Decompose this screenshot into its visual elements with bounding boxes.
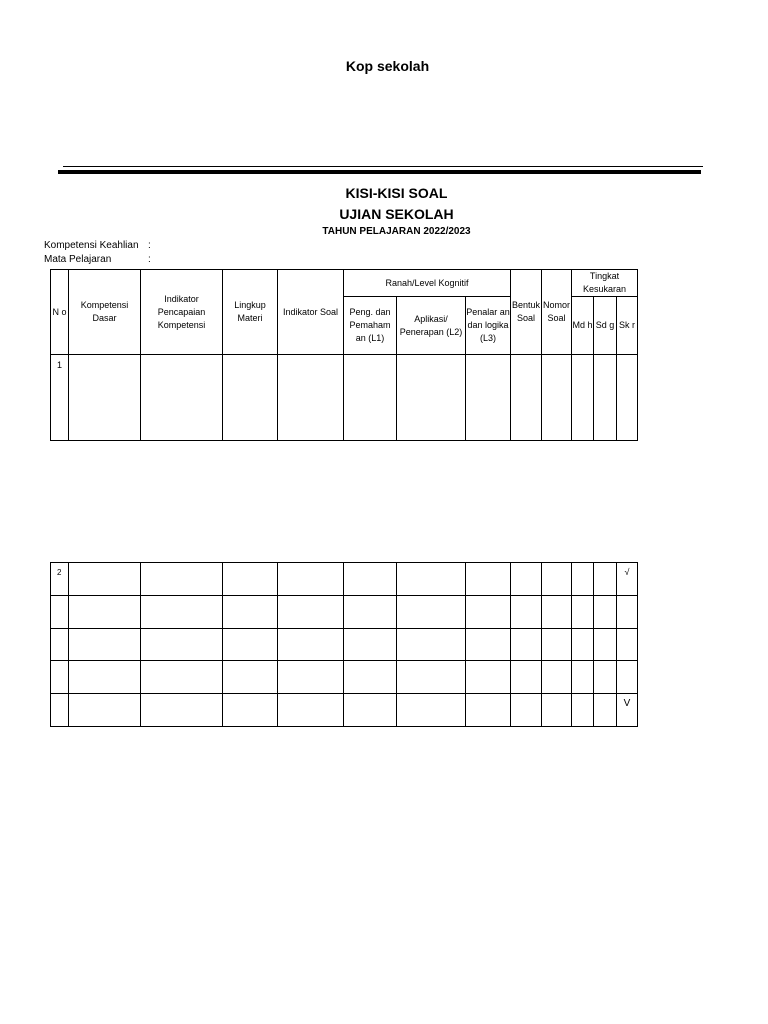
table-cell — [344, 694, 397, 727]
row-number: 2 — [51, 563, 69, 596]
kisi-kisi-table — [50, 269, 638, 441]
table-cell — [344, 355, 397, 441]
table-cell — [223, 694, 278, 727]
table-cell — [223, 661, 278, 694]
header-l2: Aplikasi/ Penerapan (L2) — [397, 297, 466, 355]
table-cell — [69, 661, 141, 694]
table-cell — [69, 629, 141, 661]
table-cell — [572, 661, 594, 694]
table-cell — [511, 596, 542, 629]
table-cell — [466, 596, 511, 629]
table-cell — [617, 596, 638, 629]
table-cell — [223, 563, 278, 596]
table-cell — [542, 661, 572, 694]
table-cell — [397, 694, 466, 727]
table-cell — [223, 596, 278, 629]
meta-mata-pelajaran — [44, 254, 151, 265]
table-cell — [278, 355, 344, 441]
meta-kompetensi-keahlian — [44, 240, 151, 251]
table-row — [51, 596, 638, 629]
table-cell — [397, 355, 466, 441]
header-lingkup-materi: Lingkup Materi — [223, 270, 278, 355]
header-sdg: Sd g — [594, 297, 617, 355]
header-nomor-soal: Nomor Soal — [542, 270, 572, 355]
table-cell — [141, 355, 223, 441]
table-cell — [617, 661, 638, 694]
table-row — [51, 563, 638, 596]
table-cell — [594, 596, 617, 629]
header-divider-thick — [58, 170, 701, 174]
table-row — [51, 629, 638, 661]
table-cell — [397, 596, 466, 629]
table-row — [51, 355, 638, 441]
table-cell — [69, 563, 141, 596]
header-l1: Peng. dan Pemaham an (L1) — [344, 297, 397, 355]
header-bentuk-soal: Bentuk Soal — [511, 270, 542, 355]
table-cell — [397, 661, 466, 694]
table-row — [51, 694, 638, 727]
table-cell — [511, 661, 542, 694]
table-cell — [511, 694, 542, 727]
table-cell — [572, 629, 594, 661]
table-cell — [466, 563, 511, 596]
table-cell — [542, 563, 572, 596]
header-mdh: Md h — [572, 297, 594, 355]
table-cell — [278, 694, 344, 727]
table-cell — [51, 694, 69, 727]
table-cell — [344, 563, 397, 596]
table-cell — [141, 629, 223, 661]
table-cell — [594, 355, 617, 441]
header-l3: Penalar an dan logika (L3) — [466, 297, 511, 355]
header-divider-thin — [63, 166, 703, 167]
table-cell — [141, 596, 223, 629]
table-cell — [397, 629, 466, 661]
table-cell — [278, 596, 344, 629]
table-cell — [344, 596, 397, 629]
table-cell — [69, 596, 141, 629]
table-cell — [141, 563, 223, 596]
kop-sekolah: Kop sekolah — [345, 58, 430, 74]
header-kompetensi-dasar: Kompetensi Dasar — [69, 270, 141, 355]
table-cell — [542, 355, 572, 441]
table-cell — [51, 596, 69, 629]
header-indikator-soal: Indikator Soal — [278, 270, 344, 355]
table-cell — [617, 355, 638, 441]
table-cell — [511, 563, 542, 596]
document-subtitle: UJIAN SEKOLAH — [339, 206, 454, 222]
header-skr: Sk r — [617, 297, 638, 355]
table-cell — [542, 694, 572, 727]
table-cell — [542, 596, 572, 629]
table-cell — [617, 629, 638, 661]
table-cell — [223, 629, 278, 661]
table-cell — [542, 629, 572, 661]
table-cell — [511, 629, 542, 661]
table-cell — [594, 661, 617, 694]
table-cell — [594, 563, 617, 596]
table-cell — [344, 661, 397, 694]
table-cell — [466, 355, 511, 441]
check-mark: √ — [617, 563, 638, 596]
table-cell — [466, 629, 511, 661]
kompetensi-keahlian-label: Kompetensi Keahlian — [44, 240, 139, 251]
table-cell — [572, 563, 594, 596]
row-number: 1 — [51, 355, 69, 441]
table-cell — [223, 355, 278, 441]
table-cell — [141, 661, 223, 694]
kisi-kisi-table-continued — [50, 562, 638, 727]
mata-pelajaran-colon: : — [148, 254, 151, 265]
table-cell — [51, 661, 69, 694]
academic-year: TAHUN PELAJARAN 2022/2023 — [322, 226, 471, 237]
table-cell — [51, 629, 69, 661]
header-tingkat-kesukaran: Tingkat Kesukaran — [572, 270, 638, 297]
table-cell — [466, 694, 511, 727]
header-indikator-pencapaian: Indikator Pencapaian Kompetensi — [141, 270, 223, 355]
table-cell — [572, 596, 594, 629]
table-cell — [141, 694, 223, 727]
table-cell — [69, 694, 141, 727]
table-cell — [69, 355, 141, 441]
table-cell — [466, 661, 511, 694]
table-cell — [572, 355, 594, 441]
mata-pelajaran-label: Mata Pelajaran — [44, 254, 112, 265]
table-cell — [344, 629, 397, 661]
table-row — [51, 661, 638, 694]
table-cell — [594, 694, 617, 727]
table-cell — [511, 355, 542, 441]
table-cell — [397, 563, 466, 596]
header-no: N o — [51, 270, 69, 355]
table-cell — [594, 629, 617, 661]
header-ranah-kognitif: Ranah/Level Kognitif — [344, 270, 511, 297]
table-cell — [278, 563, 344, 596]
table-cell — [278, 629, 344, 661]
document-title: KISI-KISI SOAL — [345, 185, 448, 201]
table-cell — [572, 694, 594, 727]
kompetensi-keahlian-colon: : — [148, 240, 151, 251]
check-mark-v: V — [617, 694, 638, 727]
table-cell — [278, 661, 344, 694]
